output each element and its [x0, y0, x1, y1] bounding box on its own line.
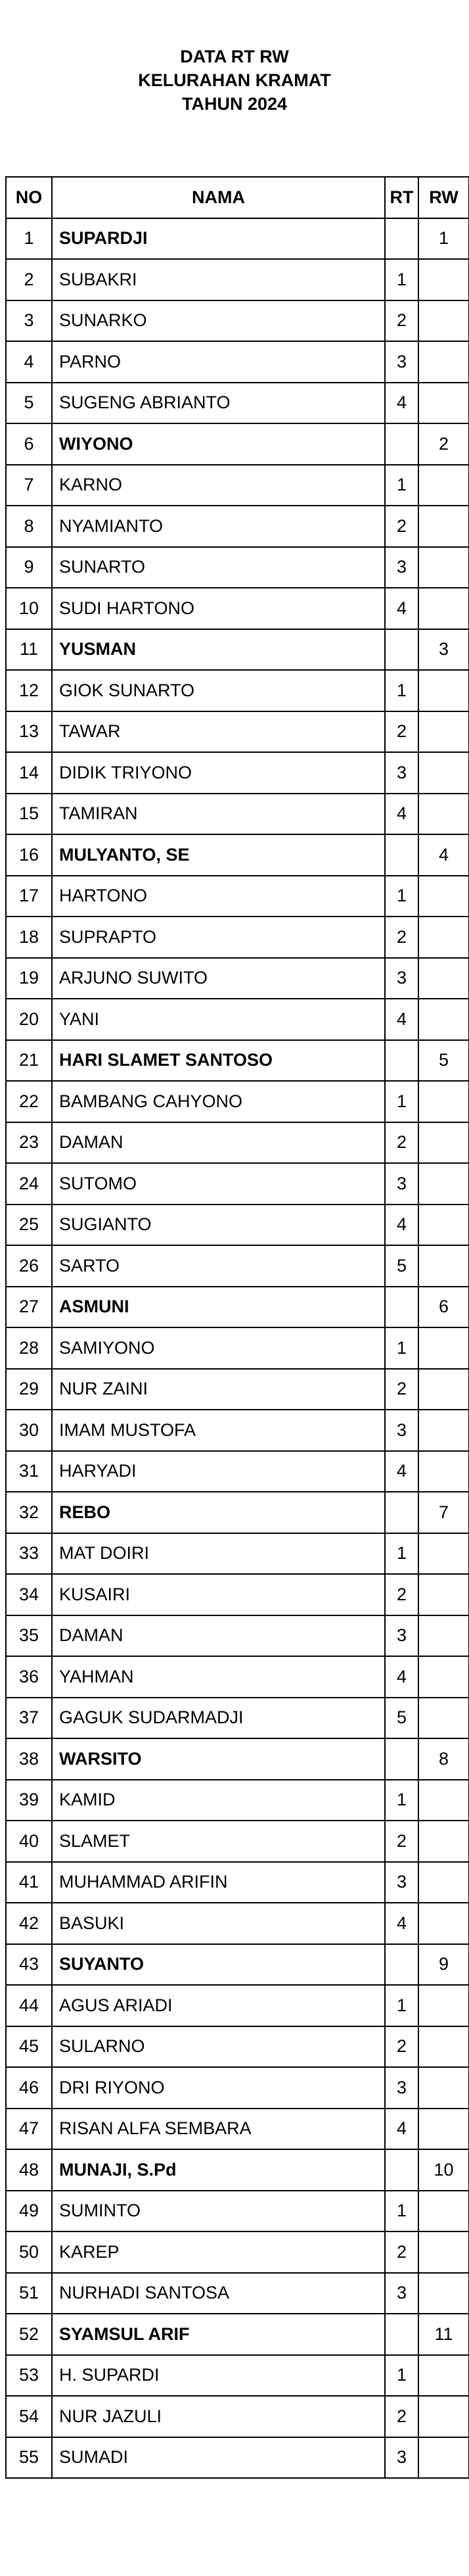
cell-nama: YAHMAN: [52, 1656, 385, 1698]
table-row: [6, 1574, 469, 1615]
table-row: [6, 506, 469, 547]
cell-rt: [385, 2149, 418, 2191]
cell-rt: [385, 218, 418, 260]
cell-rw: [418, 1327, 469, 1369]
table-row: [6, 1985, 469, 2026]
cell-nama: DAMAN: [52, 1122, 385, 1164]
title-line-3: TAHUN 2024: [181, 94, 288, 114]
table-row: [6, 1903, 469, 1944]
cell-rt: [385, 834, 418, 876]
cell-rt: 1: [385, 1533, 418, 1575]
cell-no: 46: [6, 2067, 52, 2109]
cell-nama: KAREP: [52, 2231, 385, 2273]
cell-nama: NUR ZAINI: [52, 1369, 385, 1410]
cell-no: 40: [6, 1821, 52, 1862]
cell-nama: SLAMET: [52, 1821, 385, 1862]
cell-rt: 3: [385, 752, 418, 794]
cell-rt: 4: [385, 2109, 418, 2150]
cell-rw: [418, 999, 469, 1040]
title-line-1: DATA RT RW: [180, 47, 289, 66]
cell-nama: BASUKI: [52, 1903, 385, 1944]
cell-rw: [418, 1451, 469, 1492]
cell-no: 6: [6, 423, 52, 465]
table-row: [6, 834, 469, 876]
cell-rw: [418, 465, 469, 506]
cell-no: 1: [6, 218, 52, 260]
cell-rt: 1: [385, 259, 418, 300]
table-row: [6, 465, 469, 506]
cell-rw: [418, 1615, 469, 1657]
cell-rw: [418, 1862, 469, 1903]
cell-nama: YUSMAN: [52, 629, 385, 671]
table-row: [6, 2191, 469, 2232]
cell-nama: SUTOMO: [52, 1163, 385, 1205]
cell-rw: [418, 1780, 469, 1821]
cell-rw: 2: [418, 423, 469, 465]
cell-rt: 4: [385, 999, 418, 1040]
cell-rw: [418, 2109, 469, 2150]
table-row: [6, 259, 469, 300]
cell-no: 53: [6, 2355, 52, 2397]
cell-nama: SYAMSUL ARIF: [52, 2314, 385, 2355]
table-row: [6, 300, 469, 342]
cell-rw: 5: [418, 1040, 469, 1082]
cell-rt: [385, 1492, 418, 1533]
cell-no: 47: [6, 2109, 52, 2150]
table-row: [6, 1410, 469, 1451]
cell-rt: 3: [385, 341, 418, 383]
cell-no: 33: [6, 1533, 52, 1575]
cell-nama: KAMID: [52, 1780, 385, 1821]
cell-rt: 2: [385, 1574, 418, 1615]
cell-nama: TAWAR: [52, 711, 385, 753]
cell-rt: 3: [385, 2273, 418, 2314]
table-row: [6, 2067, 469, 2109]
cell-no: 15: [6, 794, 52, 835]
cell-rt: 4: [385, 588, 418, 629]
cell-nama: KARNO: [52, 465, 385, 506]
cell-nama: WIYONO: [52, 423, 385, 465]
table-row: [6, 1122, 469, 1164]
table-row: [6, 588, 469, 629]
cell-rt: 4: [385, 383, 418, 424]
table-row: [6, 876, 469, 917]
cell-nama: DRI RIYONO: [52, 2067, 385, 2109]
table-row: [6, 1738, 469, 1780]
cell-no: 54: [6, 2396, 52, 2437]
cell-rt: 1: [385, 670, 418, 711]
table-row: [6, 2273, 469, 2314]
table-body: [6, 218, 469, 2479]
cell-no: 7: [6, 465, 52, 506]
cell-rw: [418, 383, 469, 424]
cell-rt: 3: [385, 1862, 418, 1903]
table-row: [6, 1862, 469, 1903]
cell-rw: 8: [418, 1738, 469, 1780]
cell-no: 45: [6, 2026, 52, 2068]
cell-rw: [418, 917, 469, 958]
cell-rt: 4: [385, 1903, 418, 1944]
cell-rw: [418, 1985, 469, 2026]
cell-no: 43: [6, 1944, 52, 1986]
cell-rt: [385, 1040, 418, 1082]
cell-rt: 2: [385, 711, 418, 753]
table-row: [6, 1245, 469, 1287]
cell-nama: REBO: [52, 1492, 385, 1533]
cell-no: 17: [6, 876, 52, 917]
cell-rt: 1: [385, 465, 418, 506]
cell-rt: 3: [385, 958, 418, 999]
cell-no: 18: [6, 917, 52, 958]
cell-rw: [418, 300, 469, 342]
document-title: [0, 0, 469, 116]
table-row: [6, 1944, 469, 1986]
cell-rt: 5: [385, 1698, 418, 1739]
cell-rw: [418, 1410, 469, 1451]
table-row: [6, 999, 469, 1040]
cell-rw: [418, 1821, 469, 1862]
cell-rt: 2: [385, 2396, 418, 2437]
table-row: [6, 958, 469, 999]
cell-nama: WARSITO: [52, 1738, 385, 1780]
table-row: [6, 2109, 469, 2150]
cell-rw: [418, 1533, 469, 1575]
cell-rt: 2: [385, 1821, 418, 1862]
cell-rt: 1: [385, 1985, 418, 2026]
cell-no: 23: [6, 1122, 52, 1164]
table-row: [6, 2314, 469, 2355]
cell-nama: MULYANTO, SE: [52, 834, 385, 876]
cell-rw: [418, 670, 469, 711]
cell-rw: [418, 1081, 469, 1122]
cell-rt: 3: [385, 1410, 418, 1451]
table-row: [6, 1040, 469, 1082]
cell-no: 48: [6, 2149, 52, 2191]
header-rt: RT: [385, 177, 418, 218]
cell-nama: SUGIANTO: [52, 1205, 385, 1246]
table-row: [6, 2437, 469, 2479]
cell-no: 4: [6, 341, 52, 383]
cell-rt: [385, 1287, 418, 1328]
cell-rw: [418, 1656, 469, 1698]
cell-rw: [418, 958, 469, 999]
cell-nama: SUBAKRI: [52, 259, 385, 300]
table-row: [6, 1327, 469, 1369]
cell-rt: 1: [385, 1327, 418, 1369]
cell-rw: 3: [418, 629, 469, 671]
cell-nama: MAT DOIRI: [52, 1533, 385, 1575]
cell-no: 35: [6, 1615, 52, 1657]
cell-no: 11: [6, 629, 52, 671]
table-row: [6, 2396, 469, 2437]
table-row: [6, 423, 469, 465]
cell-nama: DIDIK TRIYONO: [52, 752, 385, 794]
cell-rw: 7: [418, 1492, 469, 1533]
cell-nama: DAMAN: [52, 1615, 385, 1657]
cell-nama: HARYADI: [52, 1451, 385, 1492]
cell-nama: GAGUK SUDARMADJI: [52, 1698, 385, 1739]
cell-nama: SUGENG ABRIANTO: [52, 383, 385, 424]
table-row: [6, 1205, 469, 1246]
cell-no: 16: [6, 834, 52, 876]
cell-nama: IMAM MUSTOFA: [52, 1410, 385, 1451]
title-line-2: KELURAHAN KRAMAT: [138, 70, 331, 90]
cell-nama: HARTONO: [52, 876, 385, 917]
cell-nama: RISAN ALFA SEMBARA: [52, 2109, 385, 2150]
table-row: [6, 1656, 469, 1698]
cell-no: 52: [6, 2314, 52, 2355]
table-row: [6, 917, 469, 958]
cell-rw: [418, 588, 469, 629]
cell-no: 21: [6, 1040, 52, 1082]
cell-rw: [418, 794, 469, 835]
cell-rw: [418, 341, 469, 383]
cell-no: 30: [6, 1410, 52, 1451]
cell-rw: [418, 2273, 469, 2314]
cell-rw: 11: [418, 2314, 469, 2355]
cell-nama: SUDI HARTONO: [52, 588, 385, 629]
table-row: [6, 1533, 469, 1575]
cell-no: 14: [6, 752, 52, 794]
cell-rt: 5: [385, 1245, 418, 1287]
cell-rw: [418, 2231, 469, 2273]
cell-rt: 1: [385, 2355, 418, 2397]
cell-rw: [418, 2437, 469, 2479]
cell-rt: 2: [385, 2026, 418, 2068]
table-row: [6, 629, 469, 671]
cell-rt: 4: [385, 1451, 418, 1492]
cell-nama: SUPRAPTO: [52, 917, 385, 958]
cell-rw: [418, 1205, 469, 1246]
cell-rw: [418, 2191, 469, 2232]
table-row: [6, 2026, 469, 2068]
cell-rw: 1: [418, 218, 469, 260]
cell-no: 20: [6, 999, 52, 1040]
cell-rw: 6: [418, 1287, 469, 1328]
cell-nama: NYAMIANTO: [52, 506, 385, 547]
table-row: [6, 1492, 469, 1533]
cell-no: 39: [6, 1780, 52, 1821]
cell-rw: 10: [418, 2149, 469, 2191]
cell-rt: 1: [385, 1081, 418, 1122]
cell-nama: ARJUNO SUWITO: [52, 958, 385, 999]
cell-nama: GIOK SUNARTO: [52, 670, 385, 711]
cell-no: 55: [6, 2437, 52, 2479]
table-row: [6, 711, 469, 753]
cell-rw: [418, 1245, 469, 1287]
table-row: [6, 341, 469, 383]
cell-no: 32: [6, 1492, 52, 1533]
cell-no: 41: [6, 1862, 52, 1903]
cell-no: 22: [6, 1081, 52, 1122]
table-row: [6, 383, 469, 424]
cell-rw: 9: [418, 1944, 469, 1986]
table-row: [6, 1821, 469, 1862]
cell-rw: [418, 711, 469, 753]
table-header-row: [6, 177, 469, 218]
cell-rt: 4: [385, 1656, 418, 1698]
table-row: [6, 1451, 469, 1492]
cell-rw: [418, 259, 469, 300]
cell-rw: [418, 1369, 469, 1410]
cell-rt: [385, 1738, 418, 1780]
cell-rt: 2: [385, 300, 418, 342]
table-row: [6, 794, 469, 835]
cell-rw: [418, 2026, 469, 2068]
table-row: [6, 752, 469, 794]
cell-nama: SULARNO: [52, 2026, 385, 2068]
cell-rw: [418, 1122, 469, 1164]
cell-rt: [385, 629, 418, 671]
cell-rw: [418, 547, 469, 588]
cell-no: 29: [6, 1369, 52, 1410]
cell-no: 25: [6, 1205, 52, 1246]
cell-nama: HARI SLAMET SANTOSO: [52, 1040, 385, 1082]
table-row: [6, 670, 469, 711]
table-row: [6, 1615, 469, 1657]
cell-rw: [418, 2396, 469, 2437]
table-row: [6, 1287, 469, 1328]
cell-nama: SUMINTO: [52, 2191, 385, 2232]
cell-rt: 4: [385, 1205, 418, 1246]
cell-rw: [418, 1163, 469, 1205]
cell-rw: [418, 1698, 469, 1739]
cell-rt: [385, 2314, 418, 2355]
cell-no: 3: [6, 300, 52, 342]
cell-no: 31: [6, 1451, 52, 1492]
table-row: [6, 2355, 469, 2397]
table-row: [6, 1369, 469, 1410]
cell-rt: [385, 1944, 418, 1986]
cell-rw: [418, 1903, 469, 1944]
cell-no: 10: [6, 588, 52, 629]
cell-no: 28: [6, 1327, 52, 1369]
cell-rt: 3: [385, 1615, 418, 1657]
cell-nama: MUHAMMAD ARIFIN: [52, 1862, 385, 1903]
cell-no: 38: [6, 1738, 52, 1780]
cell-nama: PARNO: [52, 341, 385, 383]
cell-no: 24: [6, 1163, 52, 1205]
table-row: [6, 1780, 469, 1821]
cell-nama: ASMUNI: [52, 1287, 385, 1328]
cell-rw: [418, 2067, 469, 2109]
rt-rw-table: [5, 176, 469, 2479]
cell-rt: 2: [385, 1369, 418, 1410]
cell-nama: SUNARTO: [52, 547, 385, 588]
cell-nama: SUPARDJI: [52, 218, 385, 260]
cell-no: 37: [6, 1698, 52, 1739]
cell-rw: 4: [418, 834, 469, 876]
cell-rt: 2: [385, 1122, 418, 1164]
cell-rw: [418, 752, 469, 794]
cell-nama: SAMIYONO: [52, 1327, 385, 1369]
cell-nama: NURHADI SANTOSA: [52, 2273, 385, 2314]
cell-rw: [418, 876, 469, 917]
cell-nama: H. SUPARDI: [52, 2355, 385, 2397]
table-row: [6, 547, 469, 588]
header-nama: NAMA: [52, 177, 385, 218]
table-row: [6, 1163, 469, 1205]
cell-nama: SARTO: [52, 1245, 385, 1287]
cell-no: 2: [6, 259, 52, 300]
cell-nama: SUMADI: [52, 2437, 385, 2479]
cell-rt: 2: [385, 917, 418, 958]
header-rw: RW: [418, 177, 469, 218]
cell-no: 50: [6, 2231, 52, 2273]
header-no: NO: [6, 177, 52, 218]
cell-no: 42: [6, 1903, 52, 1944]
cell-no: 13: [6, 711, 52, 753]
cell-no: 26: [6, 1245, 52, 1287]
cell-rt: 3: [385, 2437, 418, 2479]
cell-no: 34: [6, 1574, 52, 1615]
cell-rw: [418, 506, 469, 547]
cell-nama: MUNAJI, S.Pd: [52, 2149, 385, 2191]
cell-rt: 2: [385, 506, 418, 547]
cell-nama: YANI: [52, 999, 385, 1040]
cell-rw: [418, 2355, 469, 2397]
cell-rt: 2: [385, 2231, 418, 2273]
table-row: [6, 1081, 469, 1122]
cell-no: 49: [6, 2191, 52, 2232]
cell-no: 44: [6, 1985, 52, 2026]
cell-no: 9: [6, 547, 52, 588]
cell-rt: 3: [385, 547, 418, 588]
cell-rt: 4: [385, 794, 418, 835]
cell-no: 36: [6, 1656, 52, 1698]
table-row: [6, 1698, 469, 1739]
table-row: [6, 2149, 469, 2191]
cell-rt: 1: [385, 2191, 418, 2232]
table-row: [6, 2231, 469, 2273]
cell-no: 27: [6, 1287, 52, 1328]
cell-rw: [418, 1574, 469, 1615]
cell-nama: KUSAIRI: [52, 1574, 385, 1615]
cell-nama: SUNARKO: [52, 300, 385, 342]
cell-no: 8: [6, 506, 52, 547]
cell-nama: SUYANTO: [52, 1944, 385, 1986]
cell-no: 12: [6, 670, 52, 711]
cell-rt: 1: [385, 1780, 418, 1821]
cell-nama: NUR JAZULI: [52, 2396, 385, 2437]
table-row: [6, 218, 469, 260]
cell-nama: BAMBANG CAHYONO: [52, 1081, 385, 1122]
cell-rt: [385, 423, 418, 465]
cell-no: 5: [6, 383, 52, 424]
cell-rt: 3: [385, 2067, 418, 2109]
cell-rt: 1: [385, 876, 418, 917]
cell-no: 19: [6, 958, 52, 999]
cell-no: 51: [6, 2273, 52, 2314]
cell-rt: 3: [385, 1163, 418, 1205]
cell-nama: AGUS ARIADI: [52, 1985, 385, 2026]
cell-nama: TAMIRAN: [52, 794, 385, 835]
